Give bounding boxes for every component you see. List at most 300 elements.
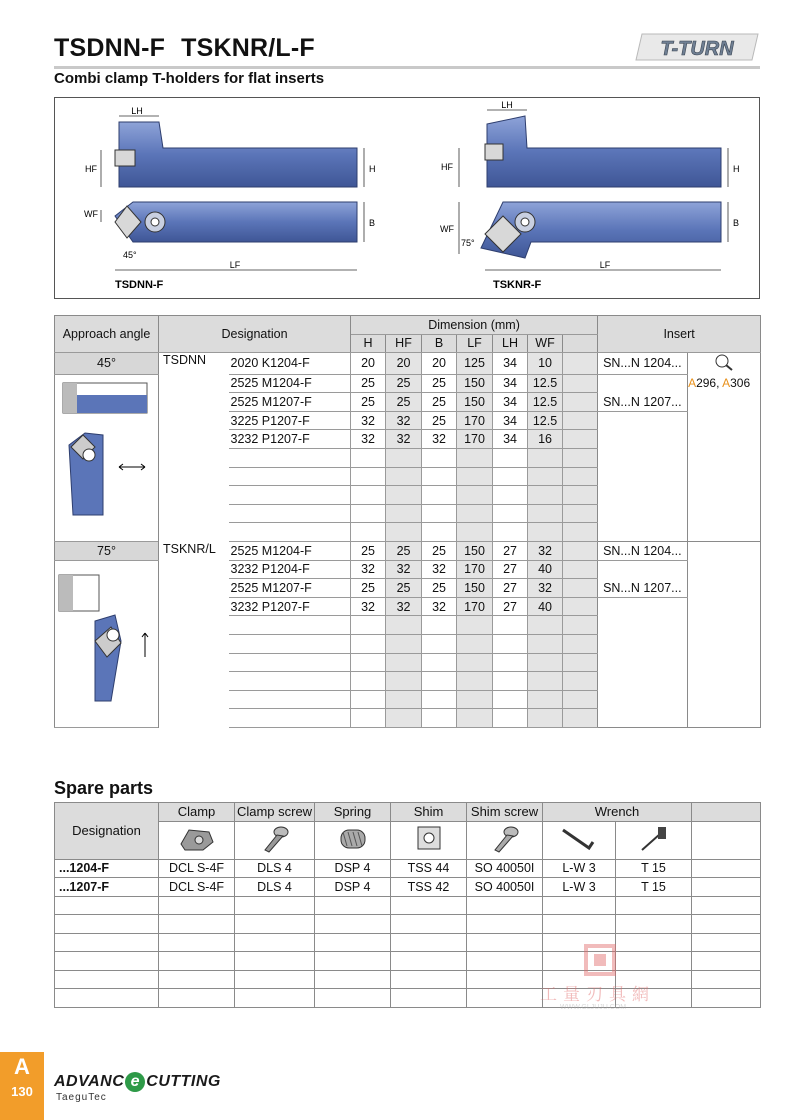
insert-ref <box>688 672 761 691</box>
dim-lh <box>493 486 528 505</box>
designation-code <box>229 486 351 505</box>
dim-lh: 34 <box>493 374 528 393</box>
dim-h: 32 <box>351 560 386 579</box>
dim-h <box>351 523 386 542</box>
insert-code <box>598 672 688 691</box>
designation-code <box>229 653 351 672</box>
insert-code <box>598 709 688 728</box>
spring-icon <box>315 821 391 859</box>
dim-blank <box>563 449 598 468</box>
insert-code <box>598 411 688 430</box>
dim-blank <box>563 523 598 542</box>
spare-wrench2: T 15 <box>616 878 692 897</box>
insert-code: SN...N 1207... <box>598 579 688 598</box>
dim-blank <box>563 542 598 561</box>
col-blank <box>563 334 598 353</box>
insert-code <box>598 597 688 616</box>
insert-ref <box>688 393 761 412</box>
dim-blank <box>563 467 598 486</box>
insert-ref <box>688 430 761 449</box>
magnifier-icon <box>713 353 735 371</box>
table-row <box>55 353 761 375</box>
insert-ref <box>688 449 761 468</box>
dim-wf <box>528 672 563 691</box>
dim-lf: 170 <box>457 560 493 579</box>
dim-b <box>422 504 457 523</box>
insert-code: SN...N 1207... <box>598 393 688 412</box>
spare-blank <box>692 970 761 989</box>
dim-hf: 32 <box>386 560 422 579</box>
dim-b: 20 <box>422 353 457 375</box>
dim-h <box>351 709 386 728</box>
designation-code: 2525 M1204-F <box>229 374 351 393</box>
hex-wrench-icon <box>543 821 616 859</box>
designation-code: 2020 K1204-F <box>229 353 351 375</box>
spare-wrench2 <box>616 896 692 915</box>
dim-b <box>422 672 457 691</box>
dim-lf: 150 <box>457 579 493 598</box>
spare-clamp-screw <box>235 952 315 971</box>
insert-code <box>598 690 688 709</box>
title-tsknr: TSKNR/L-F <box>181 34 315 62</box>
dim-b <box>422 709 457 728</box>
dim-wf <box>528 504 563 523</box>
dim-lh: 34 <box>493 393 528 412</box>
page-letter: A <box>14 1054 30 1079</box>
dim-lf: 150 <box>457 542 493 561</box>
holder-diagram <box>54 97 760 299</box>
spare-blank <box>692 915 761 934</box>
spare-spring <box>315 915 391 934</box>
spare-blank <box>692 952 761 971</box>
dim-hf <box>386 467 422 486</box>
brand-e: e <box>125 1072 145 1092</box>
dim-hf <box>386 449 422 468</box>
dim-wf <box>528 486 563 505</box>
spare-row <box>55 878 761 897</box>
group-75-image <box>55 561 155 711</box>
col-b: B <box>422 334 457 353</box>
dim-wf: 12.5 <box>528 374 563 393</box>
spare-designation <box>55 933 159 952</box>
insert-code <box>598 560 688 579</box>
dim-lf <box>457 616 493 635</box>
dim-lh: 34 <box>493 430 528 449</box>
insert-ref <box>688 467 761 486</box>
dim-blank <box>563 597 598 616</box>
spare-shim: TSS 42 <box>391 878 467 897</box>
spare-shim <box>391 896 467 915</box>
angle-label-left: 45° <box>123 250 137 260</box>
dim-hf <box>386 523 422 542</box>
dim-hf: 25 <box>386 374 422 393</box>
group-75 <box>55 542 761 728</box>
dim-wf <box>528 653 563 672</box>
dim-blank <box>563 560 598 579</box>
dim-lf: 170 <box>457 597 493 616</box>
dim-h: 25 <box>351 374 386 393</box>
dim-lh <box>493 635 528 654</box>
spare-shim-screw: SO 40050I <box>467 859 543 878</box>
designation-code <box>229 690 351 709</box>
insert-code <box>598 635 688 654</box>
dim-b <box>422 616 457 635</box>
insert-ref <box>688 486 761 505</box>
dim-hf: 25 <box>386 393 422 412</box>
tsdnn-top-view <box>84 202 375 291</box>
dim-hf <box>386 504 422 523</box>
insert-code <box>598 430 688 449</box>
dim-b: 32 <box>422 430 457 449</box>
designation-code <box>229 449 351 468</box>
spare-designation <box>55 915 159 934</box>
spare-clamp <box>159 952 235 971</box>
dim-blank <box>563 672 598 691</box>
dim-b: 32 <box>422 560 457 579</box>
insert-code: SN...N 1204... <box>598 353 688 375</box>
spare-wrench2: T 15 <box>616 859 692 878</box>
dim-h <box>351 653 386 672</box>
shim-screw-header: Shim screw <box>467 803 543 822</box>
spare-shim <box>391 970 467 989</box>
insert-code <box>598 486 688 505</box>
spare-clamp-screw <box>235 933 315 952</box>
spare-shim-screw <box>467 915 543 934</box>
spare-designation <box>55 989 159 1008</box>
spare-clamp <box>159 915 235 934</box>
spare-blank <box>692 989 761 1008</box>
dim-hf: 25 <box>386 579 422 598</box>
spare-clamp-screw: DLS 4 <box>235 859 315 878</box>
spare-clamp <box>159 989 235 1008</box>
spare-clamp-screw <box>235 896 315 915</box>
designation-code <box>229 504 351 523</box>
dim-lh <box>493 504 528 523</box>
designation-code: 3232 P1207-F <box>229 430 351 449</box>
dim-blank <box>563 393 598 412</box>
dim-hf: 32 <box>386 597 422 616</box>
dim-lf: 170 <box>457 411 493 430</box>
dim-b <box>422 467 457 486</box>
spare-shim-screw: SO 40050I <box>467 878 543 897</box>
dim-wf <box>528 467 563 486</box>
insert-ref <box>688 353 761 375</box>
clamp-screw-icon <box>235 821 315 859</box>
spare-spring: DSP 4 <box>315 878 391 897</box>
spare-row <box>55 915 761 934</box>
dim-h: 25 <box>351 542 386 561</box>
dim-lf: 170 <box>457 430 493 449</box>
dim-wf: 12.5 <box>528 411 563 430</box>
holder-table <box>54 315 761 728</box>
insert-ref <box>688 504 761 523</box>
designation-code <box>229 523 351 542</box>
designation-header: Designation <box>159 316 351 353</box>
designation-code <box>229 616 351 635</box>
lh-label: LH <box>131 106 143 116</box>
col-lh: LH <box>493 334 528 353</box>
dim-b <box>422 635 457 654</box>
watermark-mark-icon <box>580 942 620 978</box>
dim-b <box>422 523 457 542</box>
clamp-screw-header: Clamp screw <box>235 803 315 822</box>
dim-blank <box>563 353 598 375</box>
spare-clamp <box>159 933 235 952</box>
designation-code <box>229 672 351 691</box>
dim-hf <box>386 616 422 635</box>
dim-lf <box>457 690 493 709</box>
page-title <box>54 34 331 63</box>
designation-code: 3232 P1204-F <box>229 560 351 579</box>
h-label: H <box>369 164 376 174</box>
dim-h: 32 <box>351 430 386 449</box>
lf-label-left: LF <box>229 260 241 270</box>
dim-wf: 12.5 <box>528 393 563 412</box>
dim-wf <box>528 690 563 709</box>
insert-code <box>598 504 688 523</box>
spare-shim <box>391 933 467 952</box>
spare-blank-header <box>692 803 761 822</box>
diagram-label-tsknr: TSKNR-F <box>493 279 542 291</box>
title-rule <box>54 66 760 69</box>
spare-designation-header: Designation <box>55 803 159 860</box>
spare-clamp-screw <box>235 989 315 1008</box>
dim-blank <box>563 430 598 449</box>
group-45 <box>55 353 761 542</box>
insert-ref <box>688 616 761 635</box>
spare-row <box>55 859 761 878</box>
shim-header: Shim <box>391 803 467 822</box>
dim-lf <box>457 504 493 523</box>
insert-code <box>598 653 688 672</box>
dim-lh <box>493 523 528 542</box>
logo-text: T-TURN <box>660 38 734 60</box>
spare-shim <box>391 989 467 1008</box>
clamp-icon <box>159 821 235 859</box>
wf-label-left: WF <box>84 209 98 219</box>
spare-designation: ...1204-F <box>55 859 159 878</box>
spare-clamp: DCL S-4F <box>159 859 235 878</box>
dim-wf <box>528 635 563 654</box>
angle-label-right: 75° <box>461 238 475 248</box>
designation-code <box>229 467 351 486</box>
spare-spring <box>315 896 391 915</box>
dim-h <box>351 616 386 635</box>
dim-lh <box>493 690 528 709</box>
dim-b <box>422 653 457 672</box>
dim-h <box>351 449 386 468</box>
shim-screw-icon <box>467 821 543 859</box>
dim-lf <box>457 486 493 505</box>
dim-b: 25 <box>422 542 457 561</box>
col-lf: LF <box>457 334 493 353</box>
page-number: 130 <box>11 1084 33 1099</box>
dim-lf <box>457 635 493 654</box>
group-45-image <box>55 375 155 525</box>
approach-image <box>55 374 159 541</box>
dim-h: 32 <box>351 411 386 430</box>
dim-h <box>351 486 386 505</box>
spare-wrench1: L-W 3 <box>543 859 616 878</box>
dim-lh <box>493 653 528 672</box>
holder-drawing <box>55 98 759 298</box>
dim-lh: 27 <box>493 542 528 561</box>
spare-spring <box>315 933 391 952</box>
dim-blank <box>563 504 598 523</box>
dim-blank <box>563 616 598 635</box>
dim-blank <box>563 486 598 505</box>
spare-parts-title: Spare parts <box>54 778 154 798</box>
spare-wrench1 <box>543 896 616 915</box>
dim-blank <box>563 690 598 709</box>
dim-lf: 150 <box>457 393 493 412</box>
insert-ref <box>688 579 761 598</box>
dim-hf <box>386 486 422 505</box>
dim-blank <box>563 709 598 728</box>
insert-ref <box>688 560 761 579</box>
page-subtitle: Combi clamp T-holders for flat inserts <box>54 70 325 87</box>
insert-ref <box>688 690 761 709</box>
clamp-header: Clamp <box>159 803 235 822</box>
spare-clamp-screw: DLS 4 <box>235 878 315 897</box>
spring-header: Spring <box>315 803 391 822</box>
dim-lf <box>457 672 493 691</box>
dim-b: 25 <box>422 374 457 393</box>
dim-h: 25 <box>351 393 386 412</box>
dim-blank <box>563 411 598 430</box>
dim-wf: 40 <box>528 560 563 579</box>
dim-b: 25 <box>422 579 457 598</box>
dim-hf <box>386 690 422 709</box>
ref-num-1: 296, <box>696 376 723 391</box>
insert-code <box>598 616 688 635</box>
designation-code: 2525 M1204-F <box>229 542 351 561</box>
col-wf: WF <box>528 334 563 353</box>
tsdnn-side-view <box>85 106 376 187</box>
dim-h: 25 <box>351 579 386 598</box>
spare-clamp <box>159 970 235 989</box>
tsknr-side-view <box>441 100 740 187</box>
spare-blank <box>692 859 761 878</box>
dim-hf <box>386 653 422 672</box>
wf-label-right: WF <box>440 224 454 234</box>
watermark <box>540 942 680 1012</box>
dim-lh: 27 <box>493 560 528 579</box>
approach-angle: 45° <box>55 353 159 375</box>
dim-wf <box>528 523 563 542</box>
dim-lf: 150 <box>457 374 493 393</box>
spare-wrench1 <box>543 915 616 934</box>
approach-angle: 75° <box>55 542 159 561</box>
dim-wf: 16 <box>528 430 563 449</box>
insert-code <box>598 449 688 468</box>
dim-hf <box>386 709 422 728</box>
dim-lh: 34 <box>493 353 528 375</box>
page-tab <box>0 1052 44 1120</box>
brand-sub: TaeguTec <box>56 1092 107 1103</box>
lf-label-right: LF <box>599 260 611 270</box>
dim-wf <box>528 616 563 635</box>
dim-wf <box>528 709 563 728</box>
spare-clamp: DCL S-4F <box>159 878 235 897</box>
insert-ref <box>688 653 761 672</box>
hf-label: HF <box>85 164 97 174</box>
spare-spring <box>315 970 391 989</box>
dim-hf: 32 <box>386 430 422 449</box>
torx-wrench-icon <box>616 821 692 859</box>
spare-designation <box>55 896 159 915</box>
dim-wf: 32 <box>528 542 563 561</box>
dim-wf: 40 <box>528 597 563 616</box>
dim-b: 25 <box>422 393 457 412</box>
dim-wf: 32 <box>528 579 563 598</box>
dim-blank <box>563 653 598 672</box>
designation-code <box>229 635 351 654</box>
brand-post: CUTTING <box>146 1073 221 1090</box>
spare-shim-screw <box>467 933 543 952</box>
dim-h <box>351 635 386 654</box>
dim-h: 32 <box>351 597 386 616</box>
approach-angle-header: Approach angle <box>55 316 159 353</box>
dim-h: 20 <box>351 353 386 375</box>
spare-spring <box>315 989 391 1008</box>
dim-lf <box>457 709 493 728</box>
ref-prefix-2: A <box>722 376 731 391</box>
col-hf: HF <box>386 334 422 353</box>
dim-hf: 25 <box>386 542 422 561</box>
hf-label-right: HF <box>441 162 453 172</box>
insert-ref <box>688 635 761 654</box>
spare-shim-screw <box>467 970 543 989</box>
insert-ref <box>688 597 761 616</box>
dim-lh <box>493 672 528 691</box>
dim-h <box>351 672 386 691</box>
dim-lf <box>457 523 493 542</box>
spare-shim <box>391 915 467 934</box>
series-name: TSDNN <box>159 353 229 542</box>
dim-b: 25 <box>422 411 457 430</box>
dim-hf: 32 <box>386 411 422 430</box>
spare-shim-screw <box>467 896 543 915</box>
dim-lh <box>493 467 528 486</box>
dim-wf: 10 <box>528 353 563 375</box>
dimension-header: Dimension (mm) <box>351 316 598 335</box>
dim-lf: 125 <box>457 353 493 375</box>
insert-ref <box>688 523 761 542</box>
dim-lf <box>457 653 493 672</box>
insert-code: SN...N 1204... <box>598 542 688 561</box>
watermark-text: 工量刃具網 <box>540 985 655 1005</box>
b-label-left: B <box>369 218 376 228</box>
spare-shim <box>391 952 467 971</box>
spare-clamp-screw <box>235 915 315 934</box>
b-label-right: B <box>733 218 740 228</box>
h-label-right: H <box>733 164 740 174</box>
insert-code <box>598 523 688 542</box>
spare-spring: DSP 4 <box>315 859 391 878</box>
dim-lf <box>457 449 493 468</box>
spare-shim-screw <box>467 952 543 971</box>
table-row <box>55 542 761 561</box>
t-turn-logo <box>634 30 760 64</box>
dim-lh <box>493 616 528 635</box>
spare-wrench1: L-W 3 <box>543 878 616 897</box>
spare-wrench2 <box>616 915 692 934</box>
dim-hf <box>386 672 422 691</box>
watermark-url: WWW.GLJUJU.COM <box>560 1004 627 1011</box>
dim-lh: 34 <box>493 411 528 430</box>
dim-b <box>422 449 457 468</box>
